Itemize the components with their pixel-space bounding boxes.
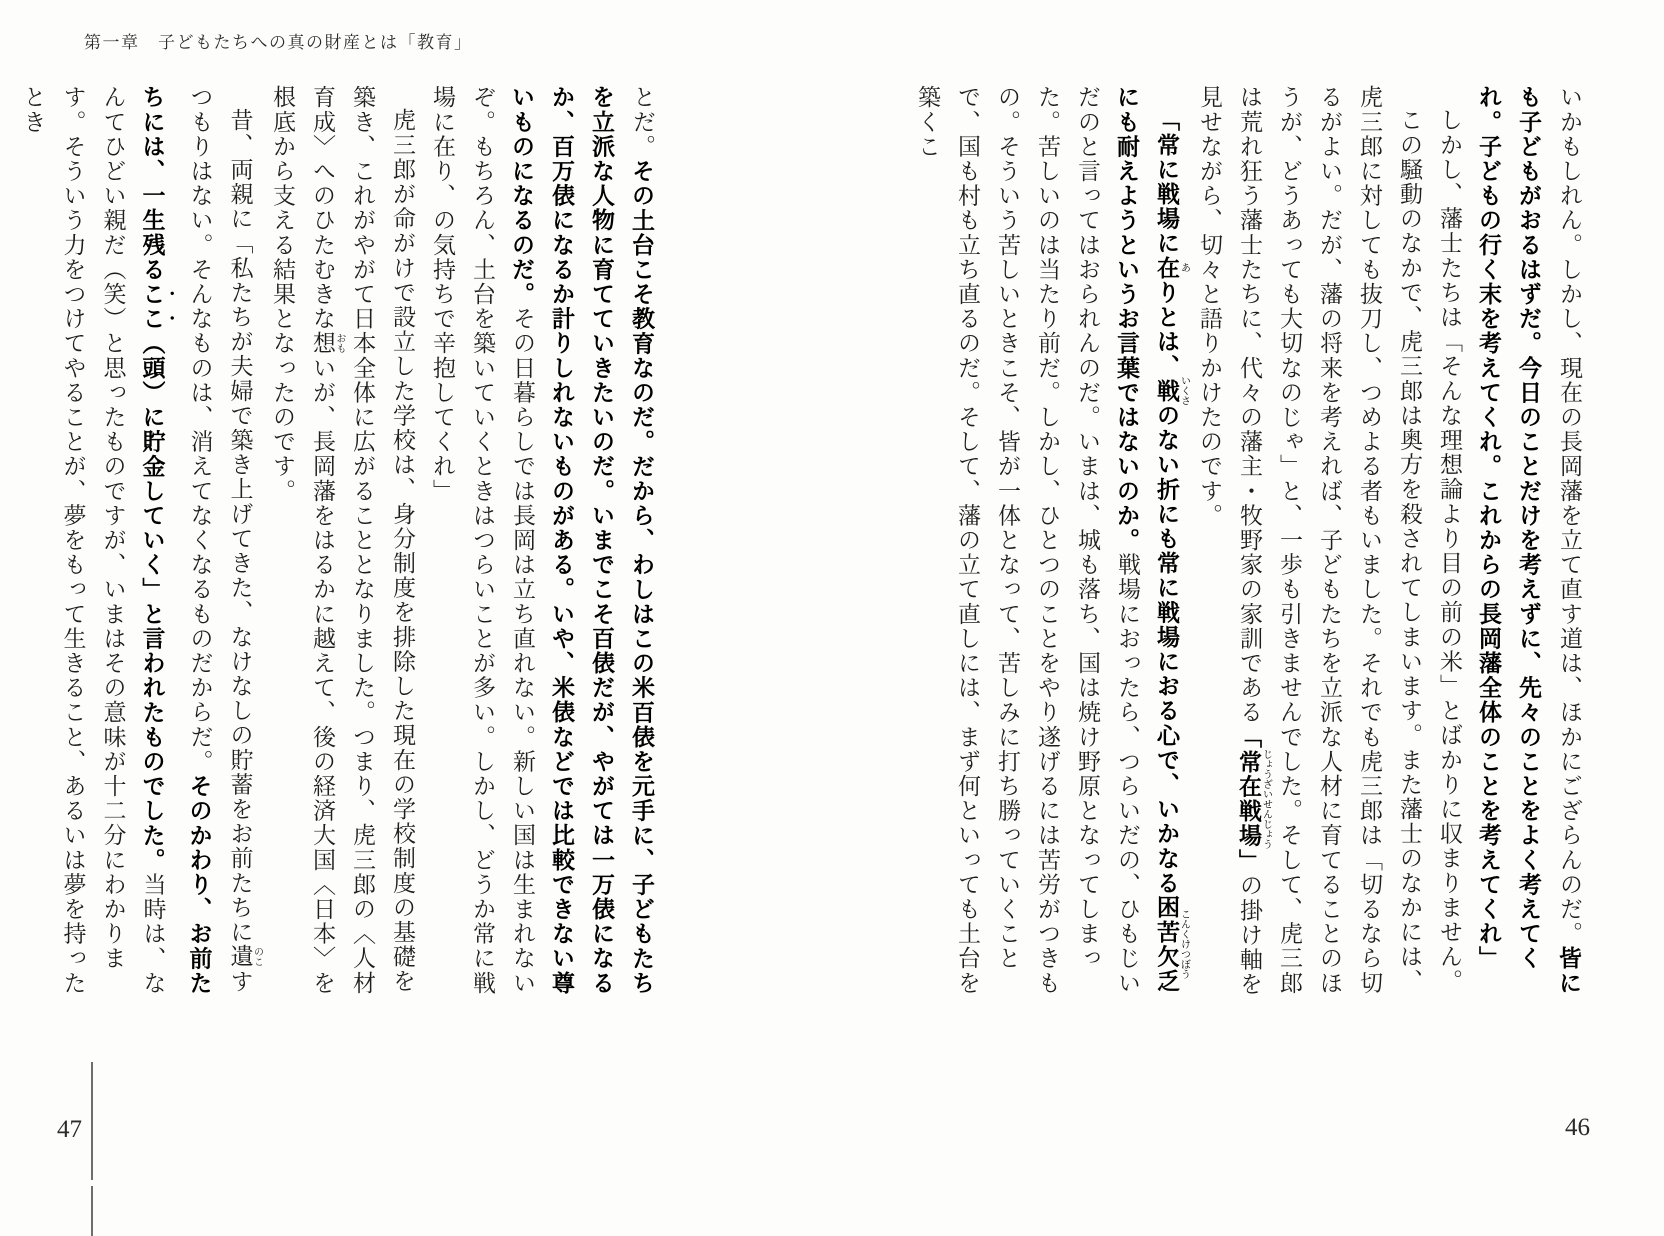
body-text: とだ。 [630, 85, 655, 159]
emphasized-text: 「 [1236, 724, 1262, 750]
ruby-annotated-text: 遺 のこ [227, 944, 263, 970]
paragraph [1189, 85, 1429, 997]
page-edge-line [91, 1062, 93, 1180]
body-text: すつもりはない。そんなものは、消えてなくなるものだからだ。 [187, 85, 253, 994]
emphasized-text: りとは、 [1154, 280, 1180, 379]
body-text: いが、長岡藩をはるかに越えて、後の経済大国〈日本〉を根底から支える結果となったのです。 [270, 85, 335, 996]
body-text: 昔、両親に「私たちが夫婦で築き上げてきた、なけなしの貯蓄をお前たちに [227, 108, 253, 945]
paragraph [1429, 85, 1469, 997]
body-text: しかし、藩士たちは「そんな理想論より目の前の米」とばかりに収まりません。 [1437, 108, 1462, 994]
left-page-text-block [20, 85, 662, 997]
body-text: いかもしれん。しかし、現在の長岡藩を立て直す道は、ほかにござらんのだ。 [1557, 85, 1582, 946]
emphasized-text: 「常に戦場に [1154, 108, 1180, 256]
right-page-number: 46 [1565, 1114, 1590, 1141]
ruby-annotated-text: 困苦欠乏こんくけつぼう [1154, 895, 1190, 994]
paragraph [907, 85, 1189, 997]
ruby-annotated-text: 在あ [1154, 255, 1190, 281]
paragraph [262, 85, 422, 997]
emphasized-text: そのかわり、お前たちには、一生残る [139, 85, 213, 996]
ruby-annotated-text: 想 おも [310, 331, 345, 356]
emphasized-text: ここ [139, 281, 166, 332]
emphasized-text: にも耐えようというお言葉ではないのか。 [1114, 85, 1140, 553]
paragraph [13, 85, 263, 997]
chapter-header: 第一章 子どもたちへの真の財産とは「教育」 [84, 33, 473, 52]
emphasized-text: その土台こそ教育なのだ。だから、わしはこの米百俵を元手に、子どもたちを立派な人物に育てていきたいのだ。いまでこそ百俵だが、やがては一万俵になるか、百万俵になるか計りしれないものがある。いや、米俵などでは比較できない尊いものになるのだ。 [509, 85, 655, 996]
body-text: 戦場におったら、つらいだの、ひもじいだのと言ってはおられんのだ。いまは、城も落ち、国は焼け野原となってしまった。苦しいのは当たり前だ。しかし、ひとつのことをやり遂げるには苦労がつきもの。そういう苦しいときこそ、皆が一体となって、苦しみに打ち勝っていくことで、国も村も立ち直るのだ。そして、藩の立て直しには、まず何といっても土台を築くこ [915, 85, 1140, 996]
right-page-text-block [915, 85, 1589, 997]
body-text: の掛け軸を見せながら、切々と語りかけたのです。 [1197, 85, 1262, 997]
body-text: 虎三郎が命がけで設立した学校は、身分制度を排除した現在の学校制度の基礎を築き、これがやがて日本全体に広がることとなりました。つまり、虎三郎の〈人材育成〉へのひたむきな [310, 85, 415, 996]
body-text: 当時は、なんてひどい親だ（笑）と思ったものですが、いまはその意味が十二分にわかります。そういう力をつけてやることが、夢をもって生きること、あるいは夢を持ったとき [20, 85, 166, 996]
ruby-annotated-text: 戦いくさ [1154, 375, 1190, 406]
paragraph [422, 85, 662, 997]
page-edge-line [91, 1186, 93, 1236]
paragraph [1469, 85, 1589, 997]
emphasized-text: のない折にも常に戦場におる心で、いかなる [1154, 403, 1180, 896]
left-page-number: 47 [57, 1116, 82, 1143]
ruby-annotated-text: 常在戦場じょうざいせんじょう [1236, 749, 1272, 850]
emphasized-text: （頭）に貯金していく」と言われたものでした。 [139, 331, 166, 873]
emphasized-text: 」 [1236, 848, 1262, 874]
body-text: その日暮らしでは長岡は立ち直れない。新しい国は生まれないぞ。もちろん、土台を築いていくときはつらいことが多い。しかし、どうか常に戦場に在り、の気持ちで辛抱してくれ」 [430, 85, 535, 996]
emphasized-text: 皆にも子どもがおるはずだ。今日のことだけを考えずに、先々のことをよく考えてくれ。子どもの行く末を考えてくれ。これからの長岡藩全体のことを考えてくれ」 [1476, 85, 1582, 996]
body-text: この騒動のなかで、虎三郎は奥方を殺されてしまいます。また藩士のなかには、虎三郎に対しても抜刀し、つめよる者もいました。それでも虎三郎は「切るなら切るがよい。だが、藩の将来を考えれば、子どもたちを立派な人材に育てることのほうが、どうあっても大切なのじゃ」と、一歩も引きませんでした。そして、虎三郎は荒れ狂う藩士たちに、代々の藩主・牧野家の家訓である [1237, 85, 1422, 996]
